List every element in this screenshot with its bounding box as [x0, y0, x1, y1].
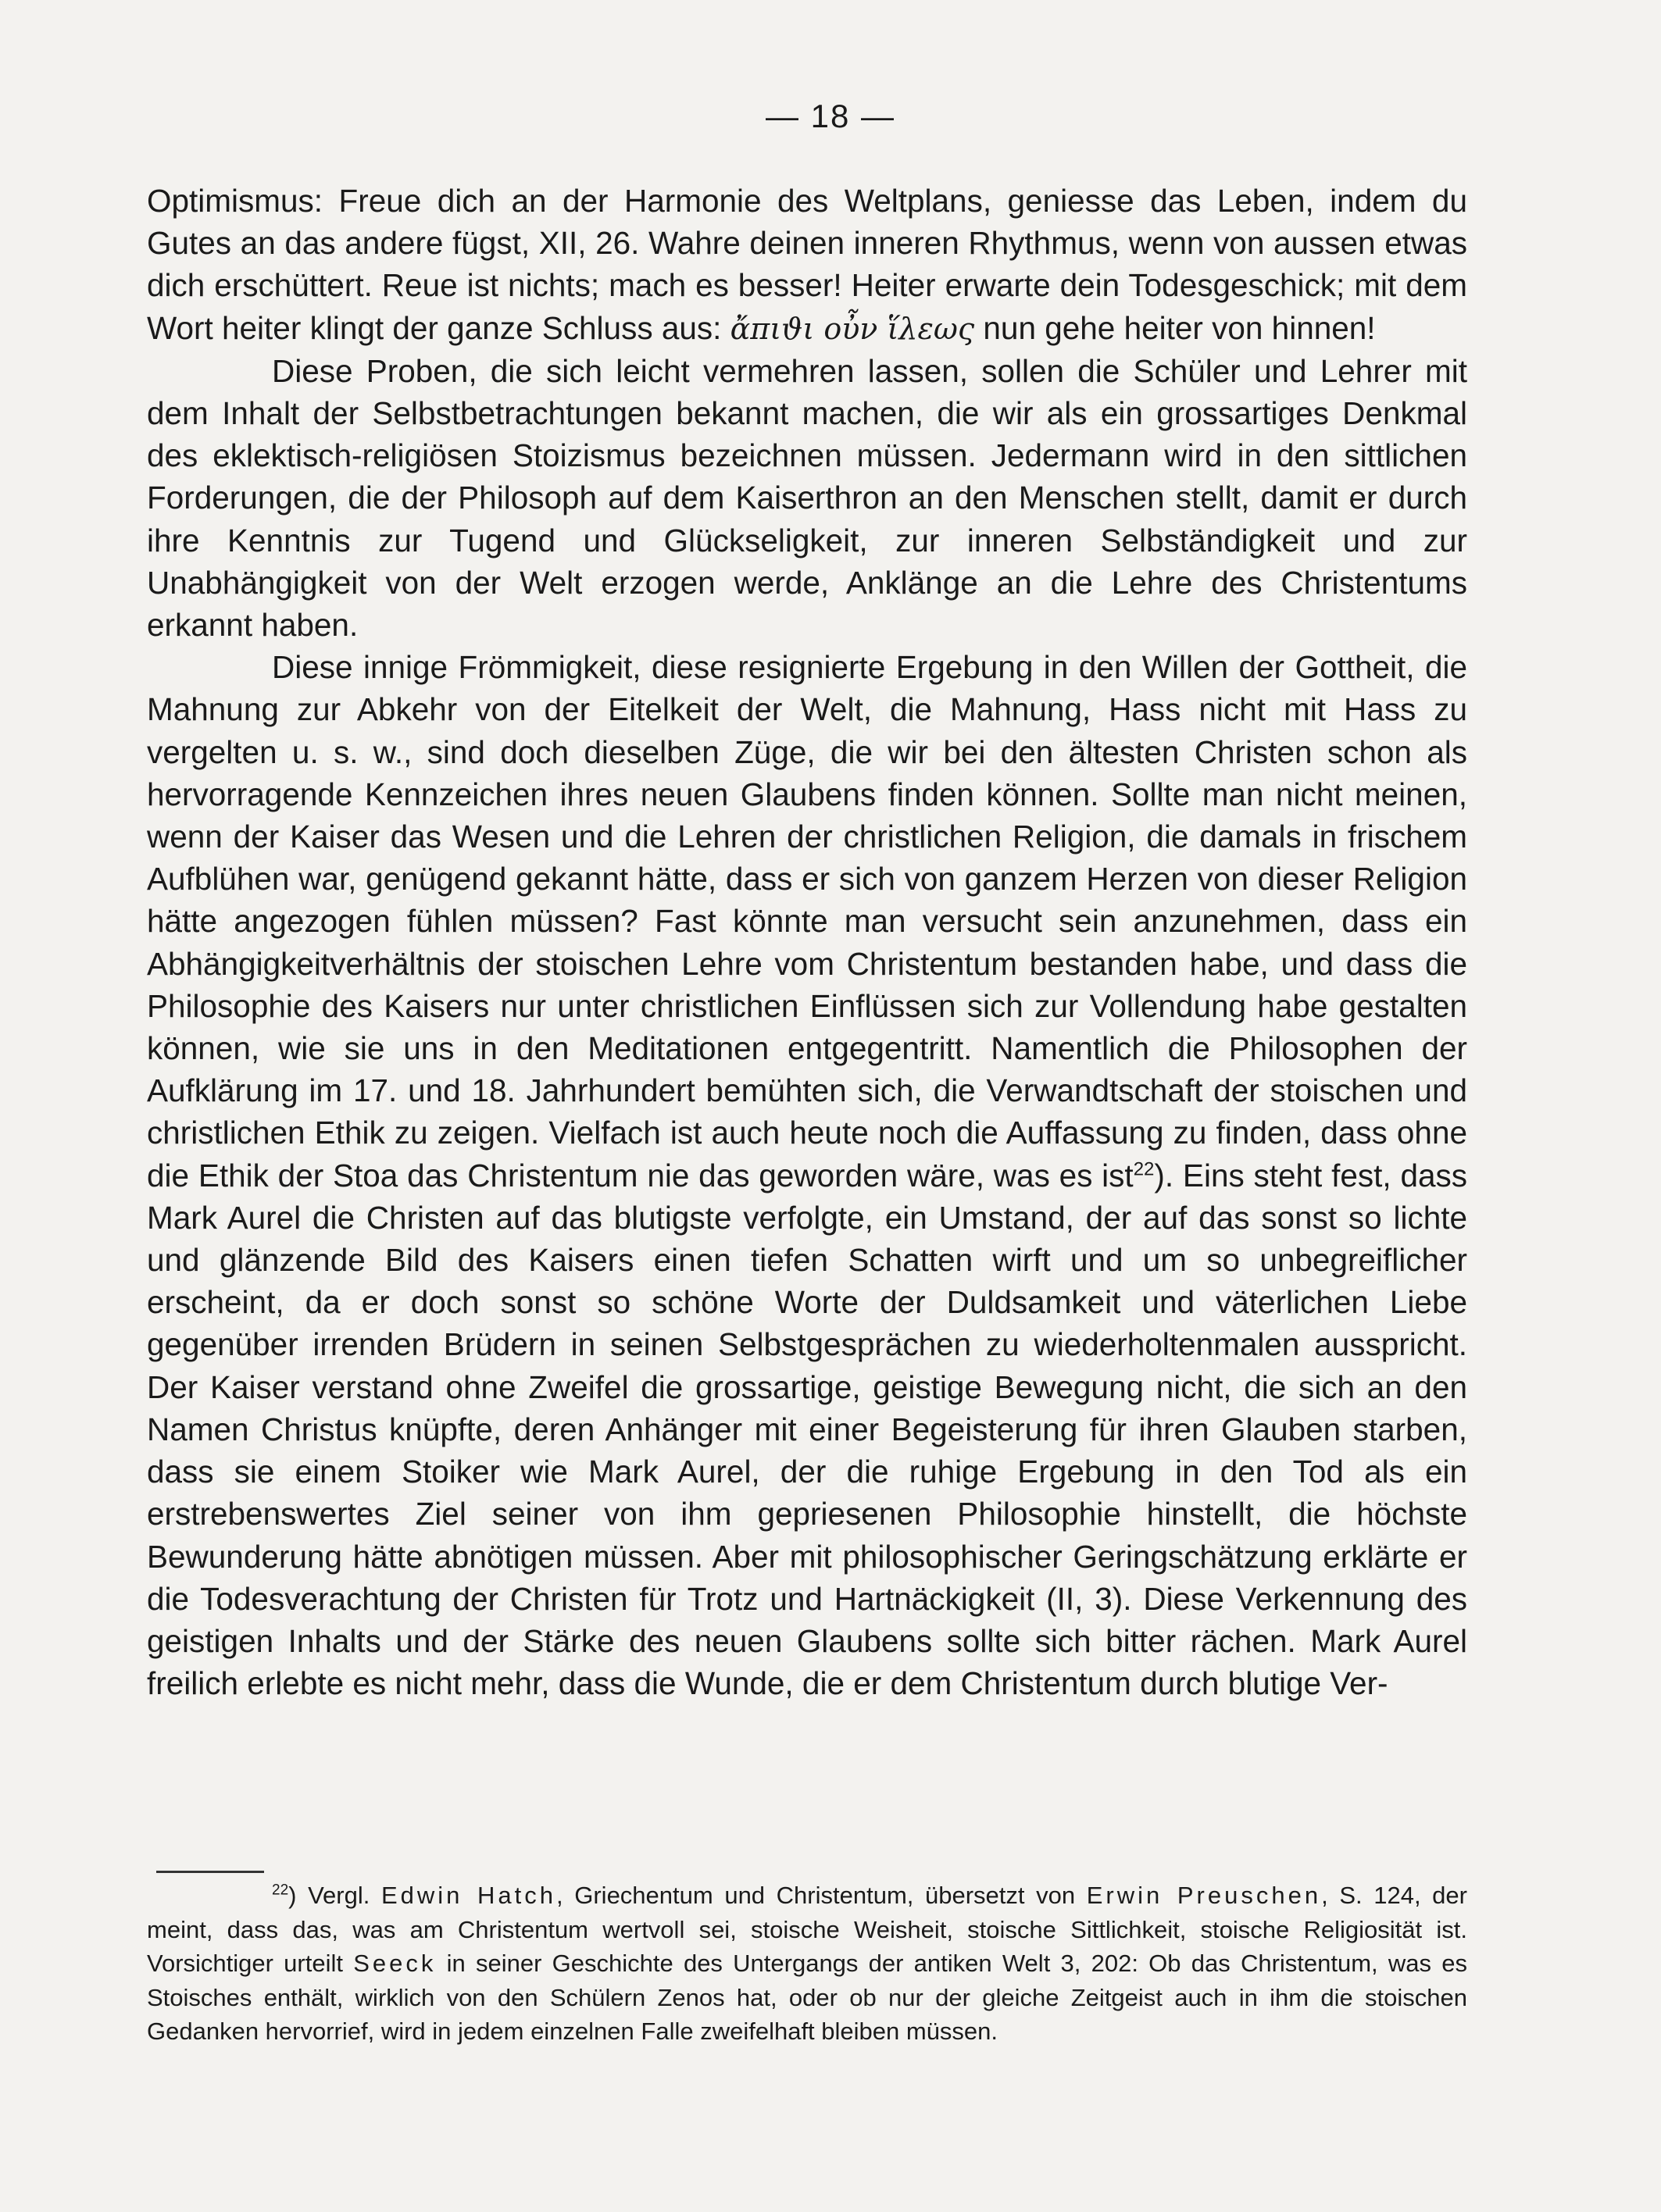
- main-text: [147, 180, 1467, 1704]
- greek-quote: ἄπιϑι οὖν ἵλεως: [730, 311, 975, 346]
- author-hatch: Edwin Hatch: [380, 1882, 557, 1909]
- paragraph-2: Diese Proben, die sich leicht vermehren lassen, sollen die Schüler und Lehrer mit dem Inhalt der Selbstbetrachtungen bekannt machen, die wir als ein grossartiges Denkmal des eklektisch-religiösen Stoizismus bezeichnen müssen. Jedermann wird in den sittlichen Forderungen, die der Philosoph auf dem Kaiserthron an den Menschen stellt, damit er durch ihre Kenntnis zur Tugend und Glückseligkeit, zur inneren Selbständigkeit und zur Unabhängigkeit von der Welt erzogen werde, Anklänge an die Lehre des Christentums erkannt haben.: [147, 352, 1467, 644]
- footnote-reference: 22: [1133, 1158, 1155, 1180]
- footnote-marker: 22: [272, 1882, 289, 1899]
- footnote: [147, 1878, 1467, 2049]
- paragraph-1: Optimismus: Freue dich an der Harmonie des Weltplans, geniesse das Leben, indem du Gutes an das andere fügst, XII, 26. Wahre deinen inneren Rhythmus, wenn von aussen etwas dich erschüttert. Reue ist nichts; mach es besser! Heiter erwarte dein Todesgeschick; mit dem Wort heiter klingt der ganze Schluss aus: ἄπιϑι οὖν ἵλεως nun gehe heiter von hinnen!: [147, 183, 1467, 346]
- author-seeck: Seeck: [353, 1950, 437, 1977]
- author-preuschen: Erwin Preuschen: [1086, 1882, 1322, 1909]
- page-number: — 18 —: [765, 98, 896, 134]
- footnote-divider: [156, 1871, 264, 1873]
- paragraph-3: Diese innige Frömmigkeit, diese resignierte Ergebung in den Willen der Gottheit, die Mahnung zur Abkehr von der Eitelkeit der Welt, die Mahnung, Hass nicht mit Hass zu vergelten u. s. w., sind doch dieselben Züge, die wir bei den ältesten Christen schon als hervorragende Kennzeichen ihres neuen Glaubens finden können. Sollte man nicht meinen, wenn der Kaiser das Wesen und die Lehren der christlichen Religion, die damals in frischem Aufblühen war, genügend gekannt hätte, dass er sich von ganzem Herzen von dieser Religion hätte angezogen fühlen müssen? Fast könnte man versucht sein anzunehmen, dass ein Abhängigkeitverhältnis der stoischen Lehre vom Christentum bestanden habe, und dass die Philosophie des Kaisers nur unter christlichen Einflüssen sich zur Vollendung habe gestalten können, wie sie uns in den Meditationen entgegentritt. Namentlich die Philosophen der Aufklärung im 17. und 18. Jahrhundert bemühten sich, die Verwandtschaft der stoischen und christlichen Ethik zu zeigen. Vielfach ist auch heute noch die Auffassung zu finden, dass ohne die Ethik der Stoa das Christentum nie das geworden wäre, was es ist$^{22}$). Eins steht fest, dass Mark Aurel die Christen auf das blutigste verfolgte, ein Umstand, der auf das sonst so lichte und glänzende Bild des Kaisers einen tiefen Schatten wirft und um so unbegreiflicher erscheint, da er doch sonst so schöne Worte der Duldsamkeit und väterlichen Liebe gegenüber irrenden Brüdern in seinen Selbstgesprächen zu wiederholtenmalen ausspricht. Der Kaiser verstand ohne Zweifel die grossartige, geistige Bewegung nicht, die sich an den Namen Christus knüpfte, deren Anhänger mit einer Begeisterung für ihren Glauben starben, dass sie einem Stoiker wie Mark Aurel, der die ruhige Ergebung in den Tod als ein erstrebenswertes Ziel seiner von ihm gepriesenen Philosophie hinstellt, die höchste Bewunderung hätte abnötigen müssen. Aber mit philosophischer Geringschätzung erklärte er die Todesverachtung der Christen für Trotz und Hartnäckigkeit (II, 3). Diese Verkennung des geistigen Inhalts und der Stärke des neuen Glaubens sollte sich bitter rächen. Mark Aurel freilich erlebte es nicht mehr, dass die Wunde, die er dem Christentum durch blutige Ver-: [147, 649, 1467, 1702]
- footnote-text: $^{22}$) Vergl. Edwin Hatch, Griechentum und Christentum, übersetzt von Erwin Preuschen, S. 124, der meint, dass das, was am Christentum wertvoll sei, stoische Weisheit, stoische Sittlichkeit, stoische Religiosität ist. Vorsichtiger urteilt Seeck in seiner Geschichte des Untergangs der antiken Welt 3, 202: Ob das Christentum, was es Stoisches enthält, wirklich von den Schülern Zenos hat, oder ob nur der gleiche Zeitgeist auch in ihm die stoischen Gedanken hervorrief, wird in jedem einzelnen Falle zweifelhaft bleiben müssen.: [147, 1882, 1467, 2045]
